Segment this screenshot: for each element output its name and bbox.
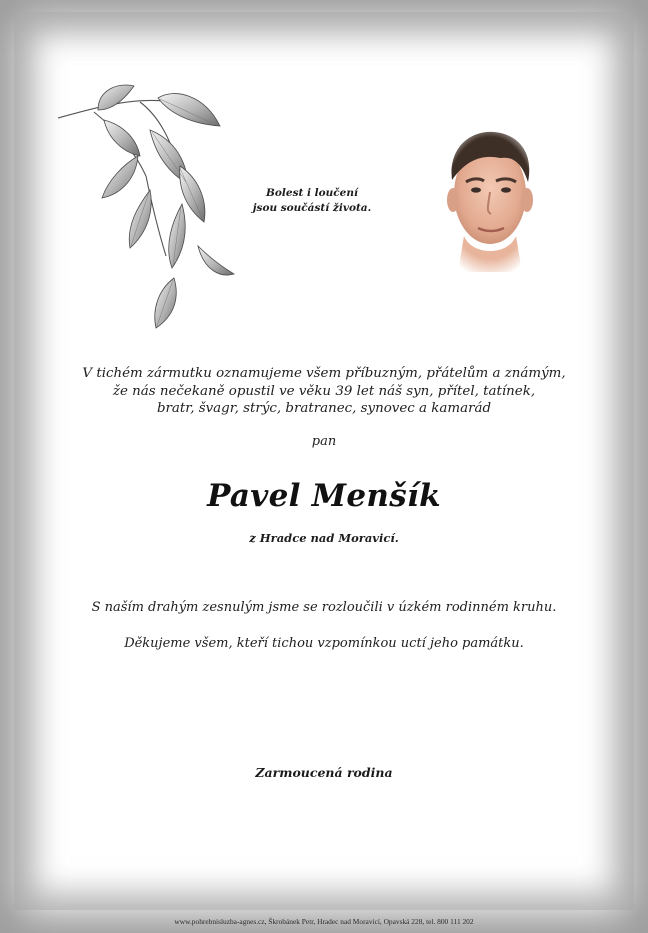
announcement-line-1: V tichém zármutku oznamujeme všem příbuzným, přátelům a známým, [82,366,566,381]
salutation: pan [311,434,337,449]
motto-quote [232,186,392,216]
deceased-name: Pavel Menšík [207,478,441,514]
deceased-origin: z Hradce nad Moravicí. [249,531,399,545]
thanks-text: Děkujeme všem, kteří tichou vzpomínkou uctí jeho památku. [124,636,524,651]
announcement-line-2: že nás nečekaně opustil ve věku 39 let náš syn, přítel, tatínek, [112,383,536,399]
footer-contact: www.pohrebnisluzba-agnes.cz, Škrobánek Petr, Hradec nad Moravicí, Opavská 228, tel. 800 111 202 [174,917,474,926]
announcement-line-3: bratr, švagr, strýc, bratranec, synovec a kamarád [156,401,492,416]
birch-branch-icon [54,80,244,330]
signature: Zarmoucená rodina [255,765,393,780]
farewell-text: S naším drahým zesnulým jsme se rozloučili v úzkém rodinném kruhu. [91,600,557,615]
announcement-text [40,365,608,418]
portrait-photo [438,124,542,272]
motto-line-2: jsou součástí života. [252,202,372,214]
motto-line-1: Bolest i loučení [266,187,358,199]
